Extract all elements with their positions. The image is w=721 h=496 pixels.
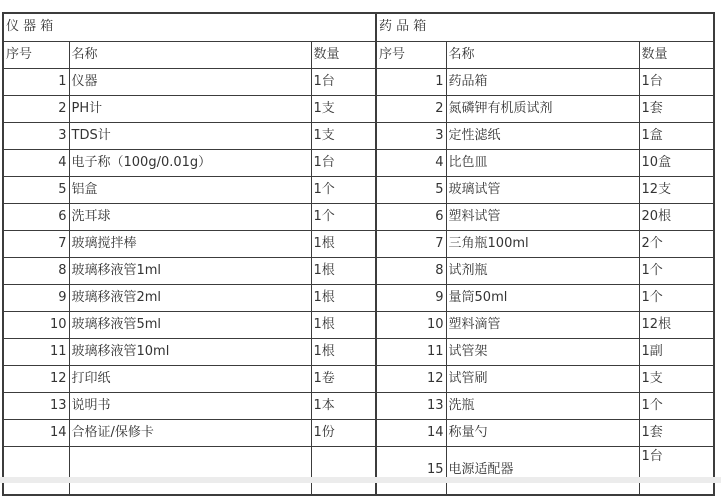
left-seq-cell: 11 <box>3 339 69 366</box>
right-seq-cell: 14 <box>376 420 446 447</box>
right-seq-cell: 5 <box>376 177 446 204</box>
table-row <box>3 123 714 150</box>
right-seq-cell: 6 <box>376 204 446 231</box>
left-name-cell: 仪器 <box>69 69 311 96</box>
table-row <box>3 69 714 96</box>
right-qty-cell: 1副 <box>639 339 714 366</box>
left-seq-cell: 13 <box>3 393 69 420</box>
right-seq-cell: 15 <box>376 447 446 496</box>
right-name-cell: 塑料试管 <box>446 204 639 231</box>
right-seq-cell: 12 <box>376 366 446 393</box>
left-name-cell <box>69 447 311 496</box>
left-name-cell: PH计 <box>69 96 311 123</box>
left-name-cell: TDS计 <box>69 123 311 150</box>
left-seq-cell: 5 <box>3 177 69 204</box>
right-qty-cell: 12支 <box>639 177 714 204</box>
right-name-cell: 电源适配器 <box>446 447 639 496</box>
title-row <box>3 13 714 42</box>
right-qty-cell: 1套 <box>639 420 714 447</box>
left-qty-cell: 1份 <box>311 420 376 447</box>
table-row <box>3 447 714 496</box>
table-row <box>3 312 714 339</box>
table-row <box>3 150 714 177</box>
left-qty-cell: 1支 <box>311 123 376 150</box>
table-row <box>3 231 714 258</box>
table-row <box>3 96 714 123</box>
right-name-cell: 三角瓶100ml <box>446 231 639 258</box>
right-qty-cell: 1个 <box>639 258 714 285</box>
left-header-qty: 数量 <box>311 42 376 69</box>
right-header-name: 名称 <box>446 42 639 69</box>
left-table-title: 仪 器 箱 <box>3 13 376 42</box>
right-name-cell: 试管刷 <box>446 366 639 393</box>
left-name-cell: 玻璃移液管10ml <box>69 339 311 366</box>
packing-list-table <box>2 12 715 496</box>
left-qty-cell: 1个 <box>311 177 376 204</box>
left-seq-cell: 3 <box>3 123 69 150</box>
right-qty-cell: 1盒 <box>639 123 714 150</box>
left-qty-cell: 1台 <box>311 69 376 96</box>
table-row <box>3 393 714 420</box>
table-row <box>3 285 714 312</box>
left-seq-cell: 8 <box>3 258 69 285</box>
right-qty-cell: 2个 <box>639 231 714 258</box>
right-seq-cell: 11 <box>376 339 446 366</box>
right-name-cell: 药品箱 <box>446 69 639 96</box>
left-name-cell: 玻璃移液管5ml <box>69 312 311 339</box>
left-qty-cell: 1本 <box>311 393 376 420</box>
right-seq-cell: 9 <box>376 285 446 312</box>
table-body <box>3 13 714 495</box>
right-qty-cell: 1支 <box>639 366 714 393</box>
right-qty-cell: 1套 <box>639 96 714 123</box>
left-name-cell: 玻璃移液管1ml <box>69 258 311 285</box>
right-seq-cell: 4 <box>376 150 446 177</box>
right-seq-cell: 2 <box>376 96 446 123</box>
header-row <box>3 42 714 69</box>
left-name-cell: 玻璃搅拌棒 <box>69 231 311 258</box>
left-qty-cell: 1根 <box>311 231 376 258</box>
right-name-cell: 塑料滴管 <box>446 312 639 339</box>
left-seq-cell: 2 <box>3 96 69 123</box>
table-row <box>3 420 714 447</box>
right-qty-cell: 1台 <box>639 447 714 496</box>
left-qty-cell: 1根 <box>311 285 376 312</box>
left-qty-cell: 1卷 <box>311 366 376 393</box>
right-name-cell: 玻璃试管 <box>446 177 639 204</box>
right-qty-cell: 10盒 <box>639 150 714 177</box>
right-name-cell: 量筒50ml <box>446 285 639 312</box>
left-seq-cell: 10 <box>3 312 69 339</box>
right-qty-cell: 1个 <box>639 393 714 420</box>
table-row <box>3 339 714 366</box>
right-table-title: 药 品 箱 <box>376 13 714 42</box>
left-seq-cell: 6 <box>3 204 69 231</box>
left-name-cell: 说明书 <box>69 393 311 420</box>
left-name-cell: 铝盒 <box>69 177 311 204</box>
left-seq-cell: 1 <box>3 69 69 96</box>
left-qty-cell: 1个 <box>311 204 376 231</box>
left-seq-cell: 9 <box>3 285 69 312</box>
left-name-cell: 合格证/保修卡 <box>69 420 311 447</box>
right-name-cell: 称量勺 <box>446 420 639 447</box>
bottom-strip <box>0 477 721 483</box>
right-seq-cell: 13 <box>376 393 446 420</box>
left-seq-cell: 14 <box>3 420 69 447</box>
right-name-cell: 洗瓶 <box>446 393 639 420</box>
left-header-name: 名称 <box>69 42 311 69</box>
right-name-cell: 比色皿 <box>446 150 639 177</box>
left-name-cell: 电子称（100g/0.01g） <box>69 150 311 177</box>
right-header-seq: 序号 <box>376 42 446 69</box>
table-row <box>3 177 714 204</box>
right-qty-cell: 20根 <box>639 204 714 231</box>
left-qty-cell: 1台 <box>311 150 376 177</box>
right-seq-cell: 7 <box>376 231 446 258</box>
left-seq-cell: 12 <box>3 366 69 393</box>
table-row <box>3 258 714 285</box>
left-seq-cell <box>3 447 69 496</box>
left-qty-cell: 1根 <box>311 339 376 366</box>
table-row <box>3 204 714 231</box>
left-name-cell: 洗耳球 <box>69 204 311 231</box>
right-name-cell: 试剂瓶 <box>446 258 639 285</box>
right-seq-cell: 3 <box>376 123 446 150</box>
left-qty-cell <box>311 447 376 496</box>
left-qty-cell: 1根 <box>311 312 376 339</box>
right-qty-cell: 12根 <box>639 312 714 339</box>
left-header-seq: 序号 <box>3 42 69 69</box>
right-seq-cell: 10 <box>376 312 446 339</box>
left-qty-cell: 1根 <box>311 258 376 285</box>
right-name-cell: 氮磷钾有机质试剂 <box>446 96 639 123</box>
right-header-qty: 数量 <box>639 42 714 69</box>
right-name-cell: 试管架 <box>446 339 639 366</box>
right-seq-cell: 8 <box>376 258 446 285</box>
left-seq-cell: 4 <box>3 150 69 177</box>
left-qty-cell: 1支 <box>311 96 376 123</box>
left-name-cell: 玻璃移液管2ml <box>69 285 311 312</box>
right-qty-cell: 1台 <box>639 69 714 96</box>
right-seq-cell: 1 <box>376 69 446 96</box>
right-name-cell: 定性滤纸 <box>446 123 639 150</box>
right-qty-cell: 1个 <box>639 285 714 312</box>
left-name-cell: 打印纸 <box>69 366 311 393</box>
table-row <box>3 366 714 393</box>
left-seq-cell: 7 <box>3 231 69 258</box>
